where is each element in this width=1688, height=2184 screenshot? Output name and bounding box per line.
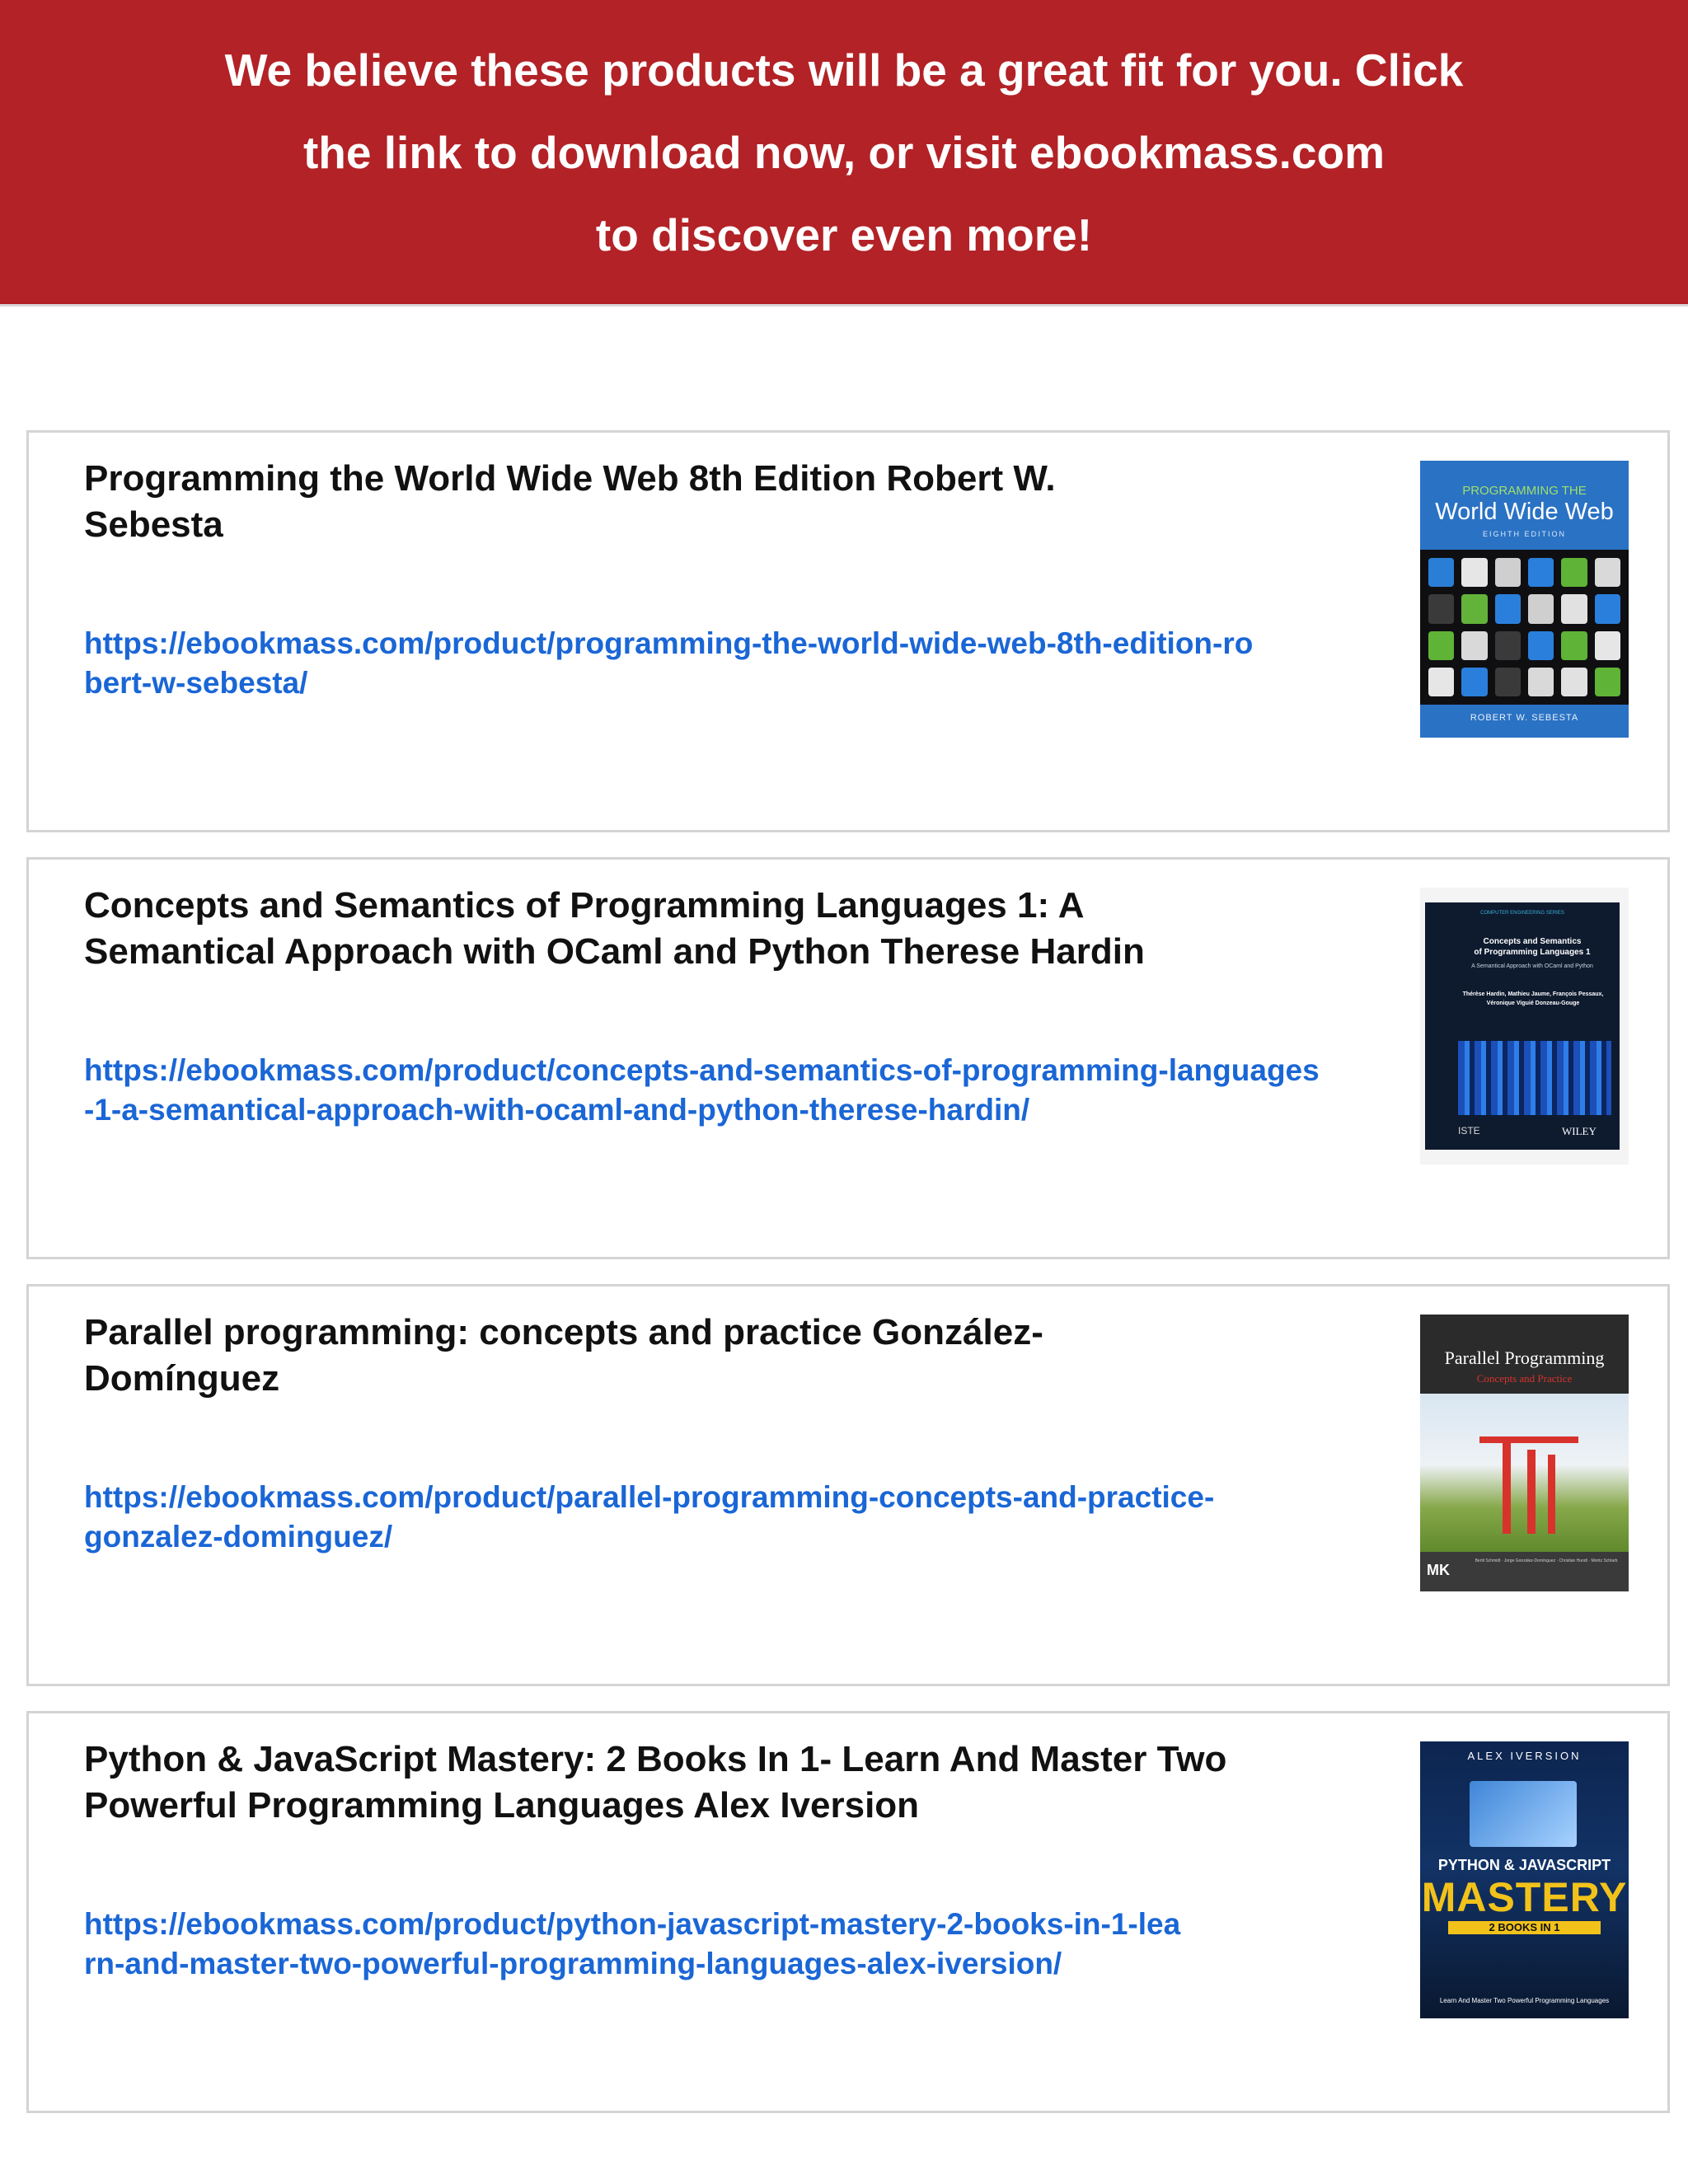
banner-text-line-1: We believe these products will be a great fit for you. Click <box>224 44 1464 96</box>
cover-laptop-art <box>1470 1781 1577 1847</box>
product-card-2 <box>26 857 1670 1259</box>
cover-publisher-wiley: WILEY <box>1562 1125 1597 1137</box>
banner-text-line-2: the link to download now, or visit ebookmass.com <box>302 126 1386 178</box>
product-link[interactable]: https://ebookmass.com/product/parallel-programming-concepts-and-practice-gonzalez-dominguez/ <box>84 1480 1215 1554</box>
product-card-3 <box>26 1284 1670 1686</box>
book-cover-image <box>1420 1315 1629 1591</box>
cover-photo <box>1420 1394 1629 1552</box>
cover-line-1: Parallel Programming <box>1444 1347 1605 1368</box>
cover-tagline: Learn And Master Two Powerful Programming Languages <box>1439 1997 1610 2004</box>
cover-line-2: Concepts and Practice <box>1476 1372 1573 1385</box>
cover-series: COMPUTER ENGINEERING SERIES <box>1480 911 1564 916</box>
product-card-4 <box>26 1711 1670 2113</box>
cover-line-1: PYTHON & JAVASCRIPT <box>1437 1857 1611 1873</box>
product-title: Parallel programming: concepts and practice González-Domínguez <box>84 1312 1043 1399</box>
product-link[interactable]: https://ebookmass.com/product/python-javascript-mastery-2-books-in-1-learn-and-master-two-powerful-programming-languages-alex-iversion/ <box>84 1907 1181 1980</box>
product-link[interactable]: https://ebookmass.com/product/concepts-and-semantics-of-programming-languages-1-a-semantical-approach-with-ocaml-and-python-therese-hardin/ <box>84 1053 1320 1127</box>
cover-front <box>1425 902 1620 1150</box>
cover-line-3: A Semantical Approach with OCaml and Python <box>1471 963 1593 969</box>
cover-line-2: MASTERY <box>1421 1874 1628 1920</box>
cover-publisher-iste: ISTE <box>1458 1125 1480 1137</box>
cover-icon-grid <box>1420 550 1629 705</box>
promo-banner <box>0 0 1688 307</box>
cover-line-3: EIGHTH EDITION <box>1482 530 1566 538</box>
product-link[interactable]: https://ebookmass.com/product/programming-the-world-wide-web-8th-edition-robert-w-sebesta/ <box>84 626 1254 700</box>
cover-publisher: MK <box>1427 1562 1450 1578</box>
banner-text-line-3: to discover even more! <box>595 209 1093 260</box>
cover-line-3: 2 BOOKS IN 1 <box>1448 1921 1601 1934</box>
cover-footer <box>1420 1552 1629 1591</box>
cover-authors: Thérèse Hardin, Mathieu Jaume, François Pessaux, Véronique Viguié Donzeau-Gouge <box>1462 991 1604 1006</box>
product-title: Programming the World Wide Web 8th Edition Robert W. Sebesta <box>84 458 1056 545</box>
book-cover-image <box>1420 461 1629 738</box>
book-cover-image <box>1420 1741 1629 2018</box>
product-title: Python & JavaScript Mastery: 2 Books In 1- Learn And Master Two Powerful Programming Languages Alex Iversion <box>84 1739 1227 1825</box>
product-title: Concepts and Semantics of Programming Languages 1: A Semantical Approach with OCaml and Python Therese Hardin <box>84 885 1145 972</box>
book-cover-image <box>1420 888 1629 1165</box>
cover-line-2: of Programming Languages 1 <box>1474 948 1591 957</box>
cover-author: ALEX IVERSION <box>1467 1750 1582 1762</box>
cover-authors: Bertil Schmidt · Jorge González-Domínguez · Christian Hundt · Moritz Schlarb <box>1475 1558 1618 1563</box>
cover-line-1: Concepts and Semantics <box>1483 937 1582 946</box>
cover-line-1: PROGRAMMING THE <box>1462 484 1587 498</box>
cover-code-art <box>1458 1041 1611 1115</box>
cover-line-2: World Wide Web <box>1435 499 1614 525</box>
cover-author: ROBERT W. SEBESTA <box>1470 713 1579 723</box>
product-card-1 <box>26 430 1670 832</box>
